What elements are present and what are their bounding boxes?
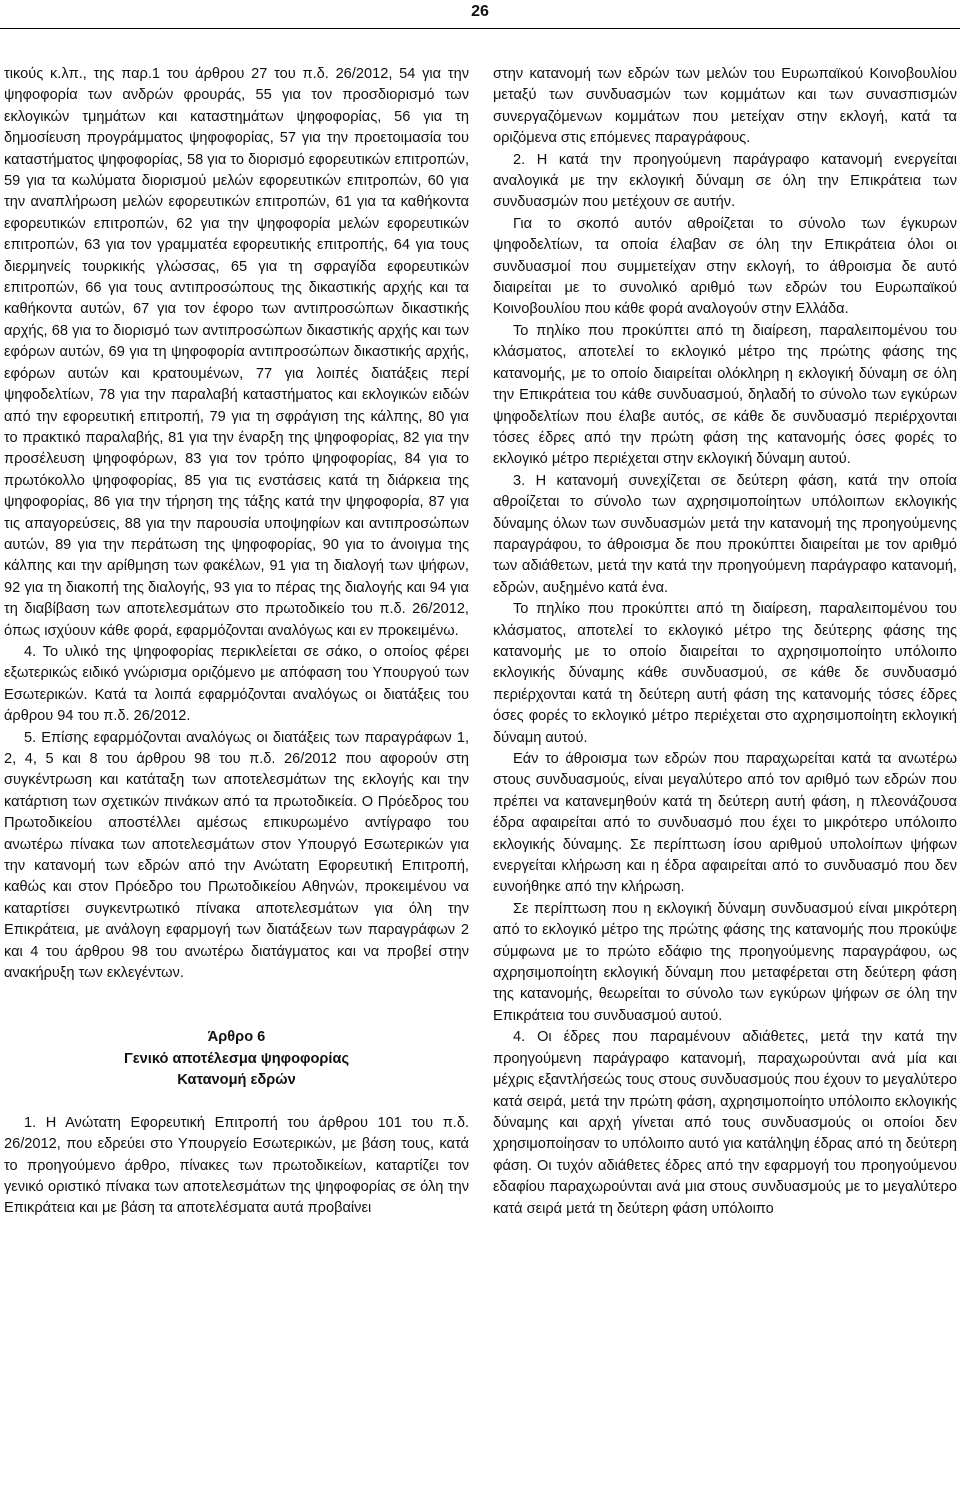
body-paragraph: 2. Η κατά την προηγούμενη παράγραφο κατανομή ενεργείται αναλογικά με την εκλογική δύναμη σε όλη την Επικράτεια των συνδυασμών που μετέχουν σε αυτήν. — [493, 151, 957, 211]
right-column — [493, 64, 957, 1220]
article-number: Άρθρο 6 — [207, 1029, 266, 1046]
body-paragraph: 3. Η κατανομή συνεχίζεται σε δεύτερη φάση, κατά την οποία αθροίζεται το σύνολο των αχρησιμοποίητων υπόλοιπων εκλογικής δύναμης όλων των συνδυασμών μετά την κατανομή της προηγούμενης παραγράφου, το άθροισμα δε που προκύπτει διαιρείται με τον αριθμό των αδιάθετων, μετά την κατά την προηγούμενη παράγραφο κατανομή, εδρών, αυξημένο κατά ένα. — [493, 472, 957, 596]
page-number: 26 — [471, 3, 489, 20]
header-rule — [0, 28, 960, 29]
body-paragraph: Το πηλίκο που προκύπτει από τη διαίρεση, παραλειπομένου του κλάσματος, αποτελεί το εκλογικό μέτρο της δεύτερης φάσης της κατανομής με το οποίο διαιρείται το αχρησιμοποίητο υπόλοιπο εκλογικής δύναμης κάθε συνδυασμού, σε κάθε δε συνδυασμό περιέρχονται κατά τη δεύτερη αυτή φάση της κατανομής τόσες έδρες όσες φορές το εκλογικό μέτρο περιέχεται στο αχρησιμοποίητη εκλογική δύναμη αυτού. — [493, 601, 957, 746]
body-paragraph: 1. Η Ανώτατη Εφορευτική Επιτροπή του άρθρου 101 του π.δ. 26/2012, που εδρεύει στο Υπουργείο Εσωτερικών, με βάση τους, κατά το προηγούμενο άρθρο, πίνακες των πρωτοδικείων, καταρτίζει τον γενικό οριστικό πίνακα των αποτελεσμάτων της ψηφοφορίας σε όλη την Επικράτεια και με βάση τα αποτελέσματα αυτά προβαίνει — [4, 1114, 469, 1217]
body-paragraph: στην κατανομή των εδρών των μελών του Ευρωπαϊκού Κοινοβουλίου μεταξύ των συνδυασμών των κομμάτων και των συνασπισμών συνεργαζόμενων κομμάτων που μετείχαν στην εκλογή, κατά τα οριζόμενα στις επόμενες παραγράφους. — [493, 66, 957, 147]
body-paragraph: τικούς κ.λπ., της παρ.1 του άρθρου 27 του π.δ. 26/2012, 54 για την ψηφοφορία των ανδρών φρουράς, 55 για τον προσδιορισμό των εκλογικών τμημάτων και καταστημάτων ψηφοφορίας, 56 για τη δημοσίευση προγράμματος ψηφοφορίας, 57 για την προετοιμασία του καταστήματος ψηφοφορίας, 58 για το διορισμό εφορευτικών επιτροπών, 59 για τα κωλύματα διορισμού μελών εφορευτικών επιτροπών, 60 για την αναπλήρωση μελών εφορευτικών επιτροπών, 61 για τα καθήκοντα εφορευτικών επιτροπών, 62 για την ψηφοφορία μελών εφορευτικών επιτροπών, 63 για τον γραμματέα εφορευτικής επιτροπής, 64 για τους διερμηνείς τουρκικής γλώσσας, 65 για τη σφραγίδα εφορευτικών επιτροπών, 66 για τους αντιπροσώπους της δικαστικής αρχής και τα καθήκοντα αυτών, 67 για τον έφορο των αντιπροσώπων δικαστικής αρχής, 68 για το διορισμό των αντιπροσώπων δικαστικής αρχής και των εφόρων αυτών, 69 για τη ψηφοφορία αντιπροσώπων δικαστικής αρχής, εφόρων αυτών και κρατουμένων, 77 για λοιπές διατάξεις περί ψηφοδελτίων, 78 για την παραλαβή καταστήματος και εκλογικών ειδών από την εφορευτική επιτροπή, 79 για τη σφράγιση της κάλπης, 80 για το πρακτικό παραλαβής, 81 για την έναρξη της ψηφοφορίας, 82 για την προσέλευση ψηφοφόρων, 83 για τον τρόπο ψηφοφορίας, 84 για το πρωτόκολλο ψηφοφορίας, 85 για τις ενστάσεις κατά τη διάρκεια της ψηφοφορίας, 86 για την τήρηση της τάξης κατά την ψηφοφορία, 87 για τις απαγορεύσεις, 88 για την παρουσία υποψηφίων και αντιπροσώπων αυτών, 89 για την περάτωση της ψηφοφορίας, 90 για το άνοιγμα της κάλπης και την αρίθμηση των φακέλων, 91 για τη διαλογή των ψήφων, 92 για τη διακοπή της διαλογής, 93 για το πέρας της διαλογής και 94 για τη διαβίβαση των αποτελεσμάτων στο πρωτοδικείο του π.δ. 26/2012, όπως ισχύουν κάθε φορά, εφαρμόζονται αναλόγως και εν προκειμένω. — [4, 66, 469, 639]
body-paragraph: Για το σκοπό αυτόν αθροίζεται το σύνολο των έγκυρων ψηφοδελτίων, τα οποία έλαβαν σε όλη την Επικράτεια όλοι οι συνδυασμοί που συμμετείχαν στην εκλογή, το άθροισμα δε αυτό διαιρείται με το συνολικό αριθμό των εδρών του Ευρωπαϊκού Κοινοβουλίου που κάθε φορά αναλογούν στην Ελλάδα. — [493, 215, 957, 318]
article-heading — [4, 1027, 469, 1091]
article-subtitle: Κατανομή εδρών — [177, 1072, 296, 1089]
body-paragraph: Εάν το άθροισμα των εδρών που παραχωρείται κατά τα ανωτέρω στους συνδυασμούς, είναι μεγαλύτερο από τον αριθμό των εδρών που πρέπει να κατανεμηθούν κατά τη δεύτερη αυτή φάση, η πλεονάζουσα έδρα αφαιρείται από το συνδυασμό που έχει το μικρότερο υπόλοιπο εκλογικής δύναμης. Σε περίπτωση ίσου αριθμού υπολοίπων ψήφων ενεργείται κλήρωση και η έδρα αφαιρείται από το συνδυασμό που δεν ευνοήθηκε από την κλήρωση. — [493, 751, 957, 896]
left-column — [4, 64, 469, 1220]
body-paragraph: 4. Οι έδρες που παραμένουν αδιάθετες, μετά την κατά την προηγούμενη παράγραφο κατανομή, παραχωρούνται ανά μία και μέχρις εξαντλήσεώς τους στους συνδυασμούς που έχουν το μεγαλύτερο κατά σειρά, μετά την πρώτη φάση, αχρησιμοποίητο υπόλοιπο εκλογικής δύναμης και αρχή γίνεται από τους συνδυασμούς οι οποίοι δεν χρησιμοποίησαν το υπόλοιπο αυτό για κατάληψη έδρας από τη δεύτερη φάση. Οι τυχόν αδιάθετες έδρες από την εφαρμογή του προηγούμενου εδαφίου παραχωρούνται ανά μια στους συνδυασμούς με το μεγαλύτερο κατά σειρά μετά τη δεύτερη φάση υπόλοιπο — [493, 1029, 957, 1217]
body-paragraph: 4. Το υλικό της ψηφοφορίας περικλείεται σε σάκο, ο οποίος φέρει εξωτερικώς ειδικό γνώρισμα οριζόμενο με απόφαση του Υπουργού των Εσωτερικών. Κατά τα λοιπά εφαρμόζονται αναλόγως οι διατάξεις του άρθρου 94 του π.δ. 26/2012. — [4, 643, 469, 725]
body-paragraph: 5. Επίσης εφαρμόζονται αναλόγως οι διατάξεις των παραγράφων 1, 2, 4, 5 και 8 του άρθρου 98 του π.δ. 26/2012 που αφορούν στη συγκέντρωση και κατάταξη των αποτελεσμάτων της εκλογής και την κατάρτιση των σχετικών πινάκων από τα πρωτοδικεία. Ο Πρόεδρος του Πρωτοδικείου αποστέλλει αμέσως επικυρωμένο αντίγραφο του ανωτέρω πίνακα των αποτελεσμάτων στον Υπουργό Εσωτερικών για την κατανομή των εδρών από την Ανώτατη Εφορευτική Επιτροπή, καθώς και στον Πρόεδρο του Πρωτοδικείου Αθηνών, προκειμένου να καταρτίσει συγκεντρωτικό πίνακα αποτελεσμάτων για όλη την Επικράτεια, με ανάλογη εφαρμογή των διατάξεων των παραγράφων 2 και 4 του άρθρου 98 του ανωτέρω διατάγματος και να προβεί στην ανακήρυξη των εκλεγέντων. — [4, 729, 469, 982]
body-paragraph: Σε περίπτωση που η εκλογική δύναμη συνδυασμού είναι μικρότερη από το εκλογικό μέτρο της πρώτης φάσης της κατανομής που προκύψε σύμφωνα με το πρώτο εδάφιο της προηγούμενης παραγράφου, ως αχρησιμοποίητη εκλογική δύναμη που μεταφέρεται στη δεύτερη φάση της κατανομής, θεωρείται το σύνολο των εγκύρων ψήφων σε όλη την Επικράτεια του συνδυασμού αυτού. — [493, 900, 957, 1024]
body-paragraph: Το πηλίκο που προκύπτει από τη διαίρεση, παραλειπομένου του κλάσματος, αποτελεί το εκλογικό μέτρο της πρώτης φάσης της κατανομής, με το οποίο διαιρείται ολόκληρη η εκλογική δύναμη σε όλη την Επικράτεια του κάθε συνδυασμού, δηλαδή το σύνολο των εγκύρων ψηφοδελτίων που έλαβε αυτός, σε κάθε δε συνδυασμό περιέρχονται τόσες έδρες από την πρώτη φάση της κατανομής όσες φορές το εκλογικό μέτρο περιέχεται στην εκλογική δύναμη αυτού. — [493, 322, 957, 468]
article-title: Γενικό αποτέλεσμα ψηφοφορίας — [123, 1050, 350, 1067]
